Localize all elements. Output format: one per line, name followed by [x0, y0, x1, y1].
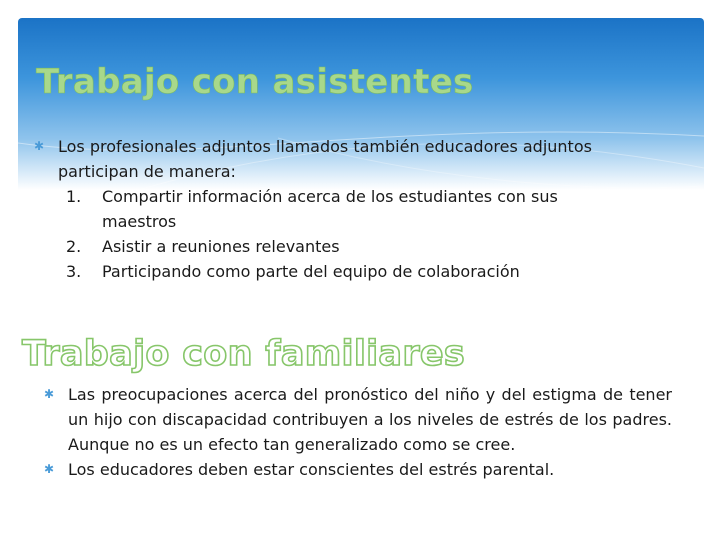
- list-item: [34, 134, 634, 184]
- intro-section: [34, 134, 634, 284]
- list-item: [44, 457, 672, 482]
- list-number: 3.: [66, 262, 82, 281]
- asterisk-bullet-icon: ✱: [44, 387, 55, 401]
- family-point-text: Los educadores deben estar conscientes del estrés parental.: [68, 460, 555, 479]
- list-number: 2.: [66, 237, 82, 256]
- list-number: 1.: [66, 187, 82, 206]
- asterisk-bullet-icon: ✱: [44, 462, 55, 476]
- list-item: [44, 382, 672, 457]
- slide-title: Trabajo con asistentes: [36, 62, 474, 102]
- list-item: [34, 184, 634, 234]
- section-heading: Trabajo con familiares: [22, 334, 466, 374]
- family-point-text: Las preocupaciones acerca del pronóstico del niño y del estigma de tener un hijo con discapacidad contribuyen a los niveles de estrés de los padres. Aunque no es un efecto tan generalizado como se cree.: [68, 385, 672, 454]
- numbered-list: [34, 184, 634, 284]
- list-item-text: Compartir información acerca de los estudiantes con sus maestros: [102, 187, 558, 231]
- list-item: [34, 234, 634, 259]
- list-item-text: Asistir a reuniones relevantes: [102, 237, 340, 256]
- family-section: [44, 382, 672, 482]
- list-item-text: Participando como parte del equipo de colaboración: [102, 262, 520, 281]
- asterisk-bullet-icon: ✱: [34, 139, 45, 153]
- intro-text: Los profesionales adjuntos llamados también educadores adjuntos participan de manera:: [58, 137, 592, 181]
- list-item: [34, 259, 634, 284]
